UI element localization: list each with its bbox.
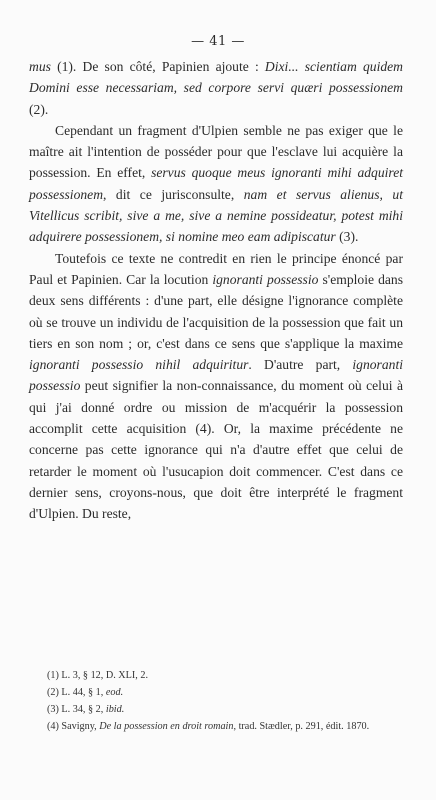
text-fragment: peut signifier la non-connaissance, du moment où celui à qui j'ai donné ordre ou mission de m'acquérir la possession accomplit cette acquisition (4). Or, la maxime précédente ne concerne pas cette ignorance qui n'a d'autre effet que celui de retarder le moment où l'usucapion doit commencer. C'est dans ce dernier sens, croyons-nous, que doit être interprété le fragment d'Ulpien. Du reste, <box>29 378 403 522</box>
paragraph-3 <box>29 248 403 525</box>
paragraph-2 <box>29 120 403 248</box>
paragraph-1 <box>29 56 403 120</box>
text-fragment: s'emploie dans deux sens différents : d'une part, elle désigne l'ignorance complète où se trouve un individu de l'acquisition de la possession que fait un tiers en son nom ; or, c'est dans ce sens que s'applique la maxime <box>29 271 403 351</box>
latin-term: ignoranti possessio <box>212 271 319 287</box>
text-fragment: . D'autre part, <box>248 357 353 373</box>
footnote-3 <box>47 701 405 718</box>
footnote-2 <box>47 684 405 701</box>
text-fragment: (1). De son côté, Papinien ajoute : <box>50 59 265 74</box>
footnote-italic: eod. <box>105 687 124 698</box>
latin-quote: Dixi... scientiam quidem Domini esse necessariam, sed corpore servi quæri possessionem <box>29 59 403 96</box>
footnote-italic: ibid. <box>105 704 125 715</box>
text-fragment: Toutefois ce texte ne contredit en rien le principe énoncé par Paul et Papinien. Car la locution <box>29 250 403 287</box>
footnote-text: (2) L. 44, § 1, <box>47 687 106 698</box>
footnotes <box>47 667 405 735</box>
footnote-book-title: De la possession en droit romain <box>99 721 234 732</box>
text-fragment: (3). <box>335 229 359 245</box>
latin-quote: servus quoque meus ignoranti mihi adquiret possessionem <box>29 165 404 202</box>
footnote-1: (1) L. 3, § 12, D. XLI, 2. <box>47 670 149 681</box>
latin-term: ignoranti possessio <box>29 357 403 394</box>
text-fragment: , dit ce jurisconsulte, <box>103 186 244 202</box>
footnote-text: (4) Savigny, <box>47 721 100 732</box>
italic-fragment: mus <box>29 59 51 74</box>
footnote-4 <box>47 718 405 735</box>
footnote-text: (3) L. 34, § 2, <box>47 704 106 715</box>
body-text <box>29 56 403 525</box>
text-fragment: (2). <box>29 101 49 117</box>
text-fragment: Cependant un fragment d'Ulpien semble ne pas exiger que le maître ait l'intention de posséder pour que l'esclave lui acquière la possession. En effet, <box>29 122 403 181</box>
footnote-text: , trad. Stædler, p. 291, édit. 1870. <box>233 721 370 732</box>
latin-maxim: ignoranti possessio nihil adquiritur <box>29 357 249 373</box>
latin-quote: nam et servus alienus, ut Vitellicus scribit, sive a me, sive a nemine possideatur, potest mihi adquirere possessionem, si nomine meo eam adipiscatur <box>29 186 403 245</box>
page-number: — 41 — <box>191 34 245 49</box>
